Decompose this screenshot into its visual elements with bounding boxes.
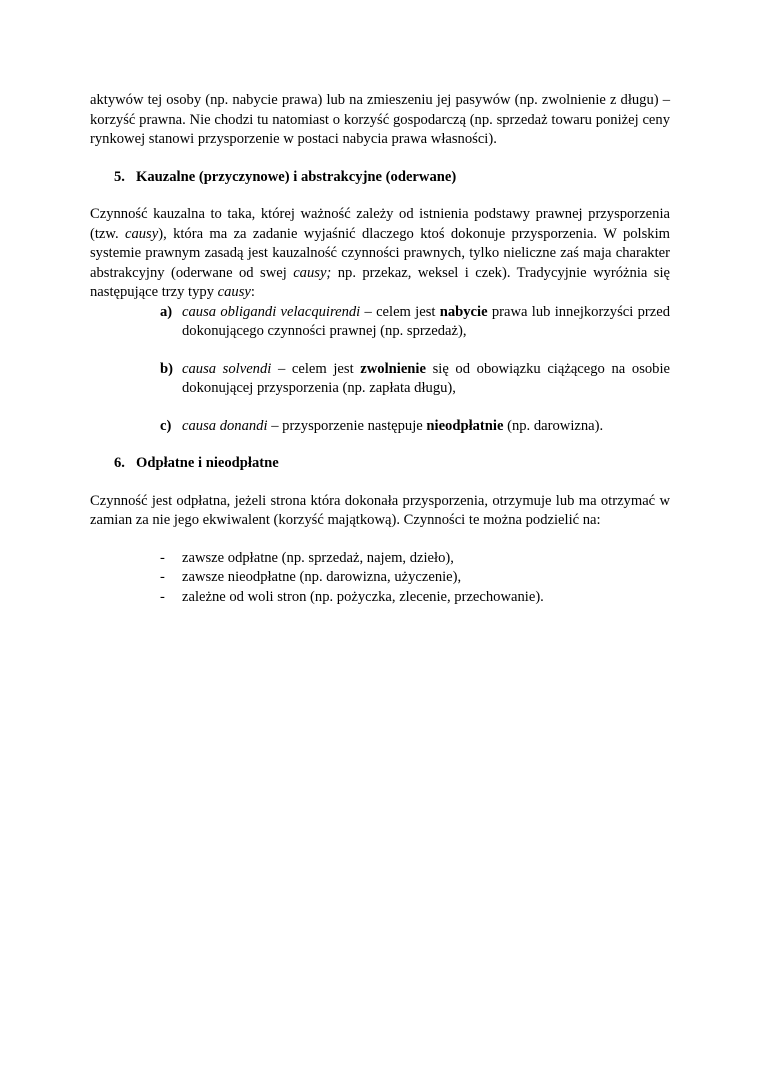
- list-item: [90, 568, 670, 588]
- spacer: [90, 399, 670, 417]
- list-text: prawa lub innejkorzyści przed dokonującego czynności prawnej (np. sprzedaż),: [182, 303, 670, 339]
- list-bold: zwolnienie: [360, 360, 426, 377]
- section-6-heading: [90, 454, 670, 474]
- list-text: – celem jest: [360, 303, 440, 320]
- section-6-paragraph: Czynność jest odpłatna, jeżeli strona która dokonała przysporzenia, otrzymuje lub ma otrzymać w zamian za nie jego ekwiwalent (korzyść majątkową). Czynności te można podzielić na:: [90, 492, 670, 528]
- section-5-title: Kauzalne (przyczynowe) i abstrakcyjne (oderwane): [136, 168, 457, 185]
- list-term: causa solvendi: [182, 360, 272, 377]
- spacer: [90, 531, 670, 549]
- section-5-text-1: Czynność kauzalna to taka, której ważność zależy od istnienia podstawy prawnej przysporzenia (tzw.: [90, 206, 670, 242]
- list-item: [90, 588, 670, 608]
- section-5-text-2: ), która ma za zadanie wyjaśnić dlaczego ktoś dokonuje przysporzenia. W polskim systemie prawnym zasadą jest kauzalność czynności prawnych, tylko nieliczne zaś maja charakter abstrakcyjny (oderwane od swej: [90, 225, 670, 281]
- list-marker: c): [160, 417, 172, 434]
- list-marker: a): [160, 303, 173, 320]
- odplatnosc-list: [90, 549, 670, 608]
- document-body: [90, 91, 670, 607]
- list-item: [90, 417, 670, 437]
- causa-list: [90, 303, 670, 437]
- list-term: causa donandi: [182, 417, 268, 434]
- list-text: zawsze nieodpłatne (np. darowizna, użyczenie),: [182, 569, 462, 585]
- list-text: się od obowiązku ciążącego na osobie dokonującej przysporzenia (np. zapłata długu),: [182, 360, 670, 396]
- section-6-number: 6.: [114, 455, 125, 471]
- section-5-text-4: :: [250, 284, 255, 300]
- list-text: (np. darowizna).: [503, 417, 604, 434]
- list-marker: b): [160, 360, 173, 377]
- section-5-paragraph: [90, 205, 670, 303]
- list-item: [90, 360, 670, 399]
- section-5-causy-3: causy: [217, 284, 251, 300]
- section-5-causy-2: causy;: [293, 264, 332, 281]
- spacer: [90, 436, 670, 454]
- spacer: [90, 474, 670, 492]
- intro-paragraph: aktywów tej osoby (np. nabycie prawa) lub na zmieszeniu jej pasywów (np. zwolnienie z długu) – korzyść prawna. Nie chodzi tu natomiast o korzyść gospodarczą (np. sprzedaż towaru poniżej ceny rynkowej stanowi przysporzenie w postaci nabycia prawa własności).: [90, 92, 670, 147]
- section-5-text-3: np. przekaz, weksel i czek). Tradycyjnie wyróżnia się następujące trzy typy: [90, 264, 670, 300]
- section-5-causy: causy: [124, 225, 159, 242]
- list-text: – celem jest: [271, 360, 361, 377]
- list-text: – przysporzenie następuje: [267, 417, 427, 434]
- list-bold: nabycie: [439, 303, 488, 320]
- section-5-number: 5.: [114, 168, 125, 185]
- spacer: [90, 187, 670, 205]
- list-term: causa obligandi velacquirendi: [182, 303, 361, 320]
- list-item: [90, 549, 670, 569]
- spacer: [90, 150, 670, 168]
- dash-marker: -: [160, 569, 165, 585]
- list-bold: nieodpłatnie: [426, 417, 504, 434]
- list-text: zawsze odpłatne (np. sprzedaż, najem, dzieło),: [182, 549, 454, 566]
- list-item: [90, 303, 670, 342]
- spacer: [90, 342, 670, 360]
- section-5-heading: [90, 168, 670, 188]
- section-6-title: Odpłatne i nieodpłatne: [136, 455, 279, 471]
- dash-marker: -: [160, 588, 165, 605]
- dash-marker: -: [160, 549, 165, 566]
- list-text: zależne od woli stron (np. pożyczka, zlecenie, przechowanie).: [182, 588, 544, 605]
